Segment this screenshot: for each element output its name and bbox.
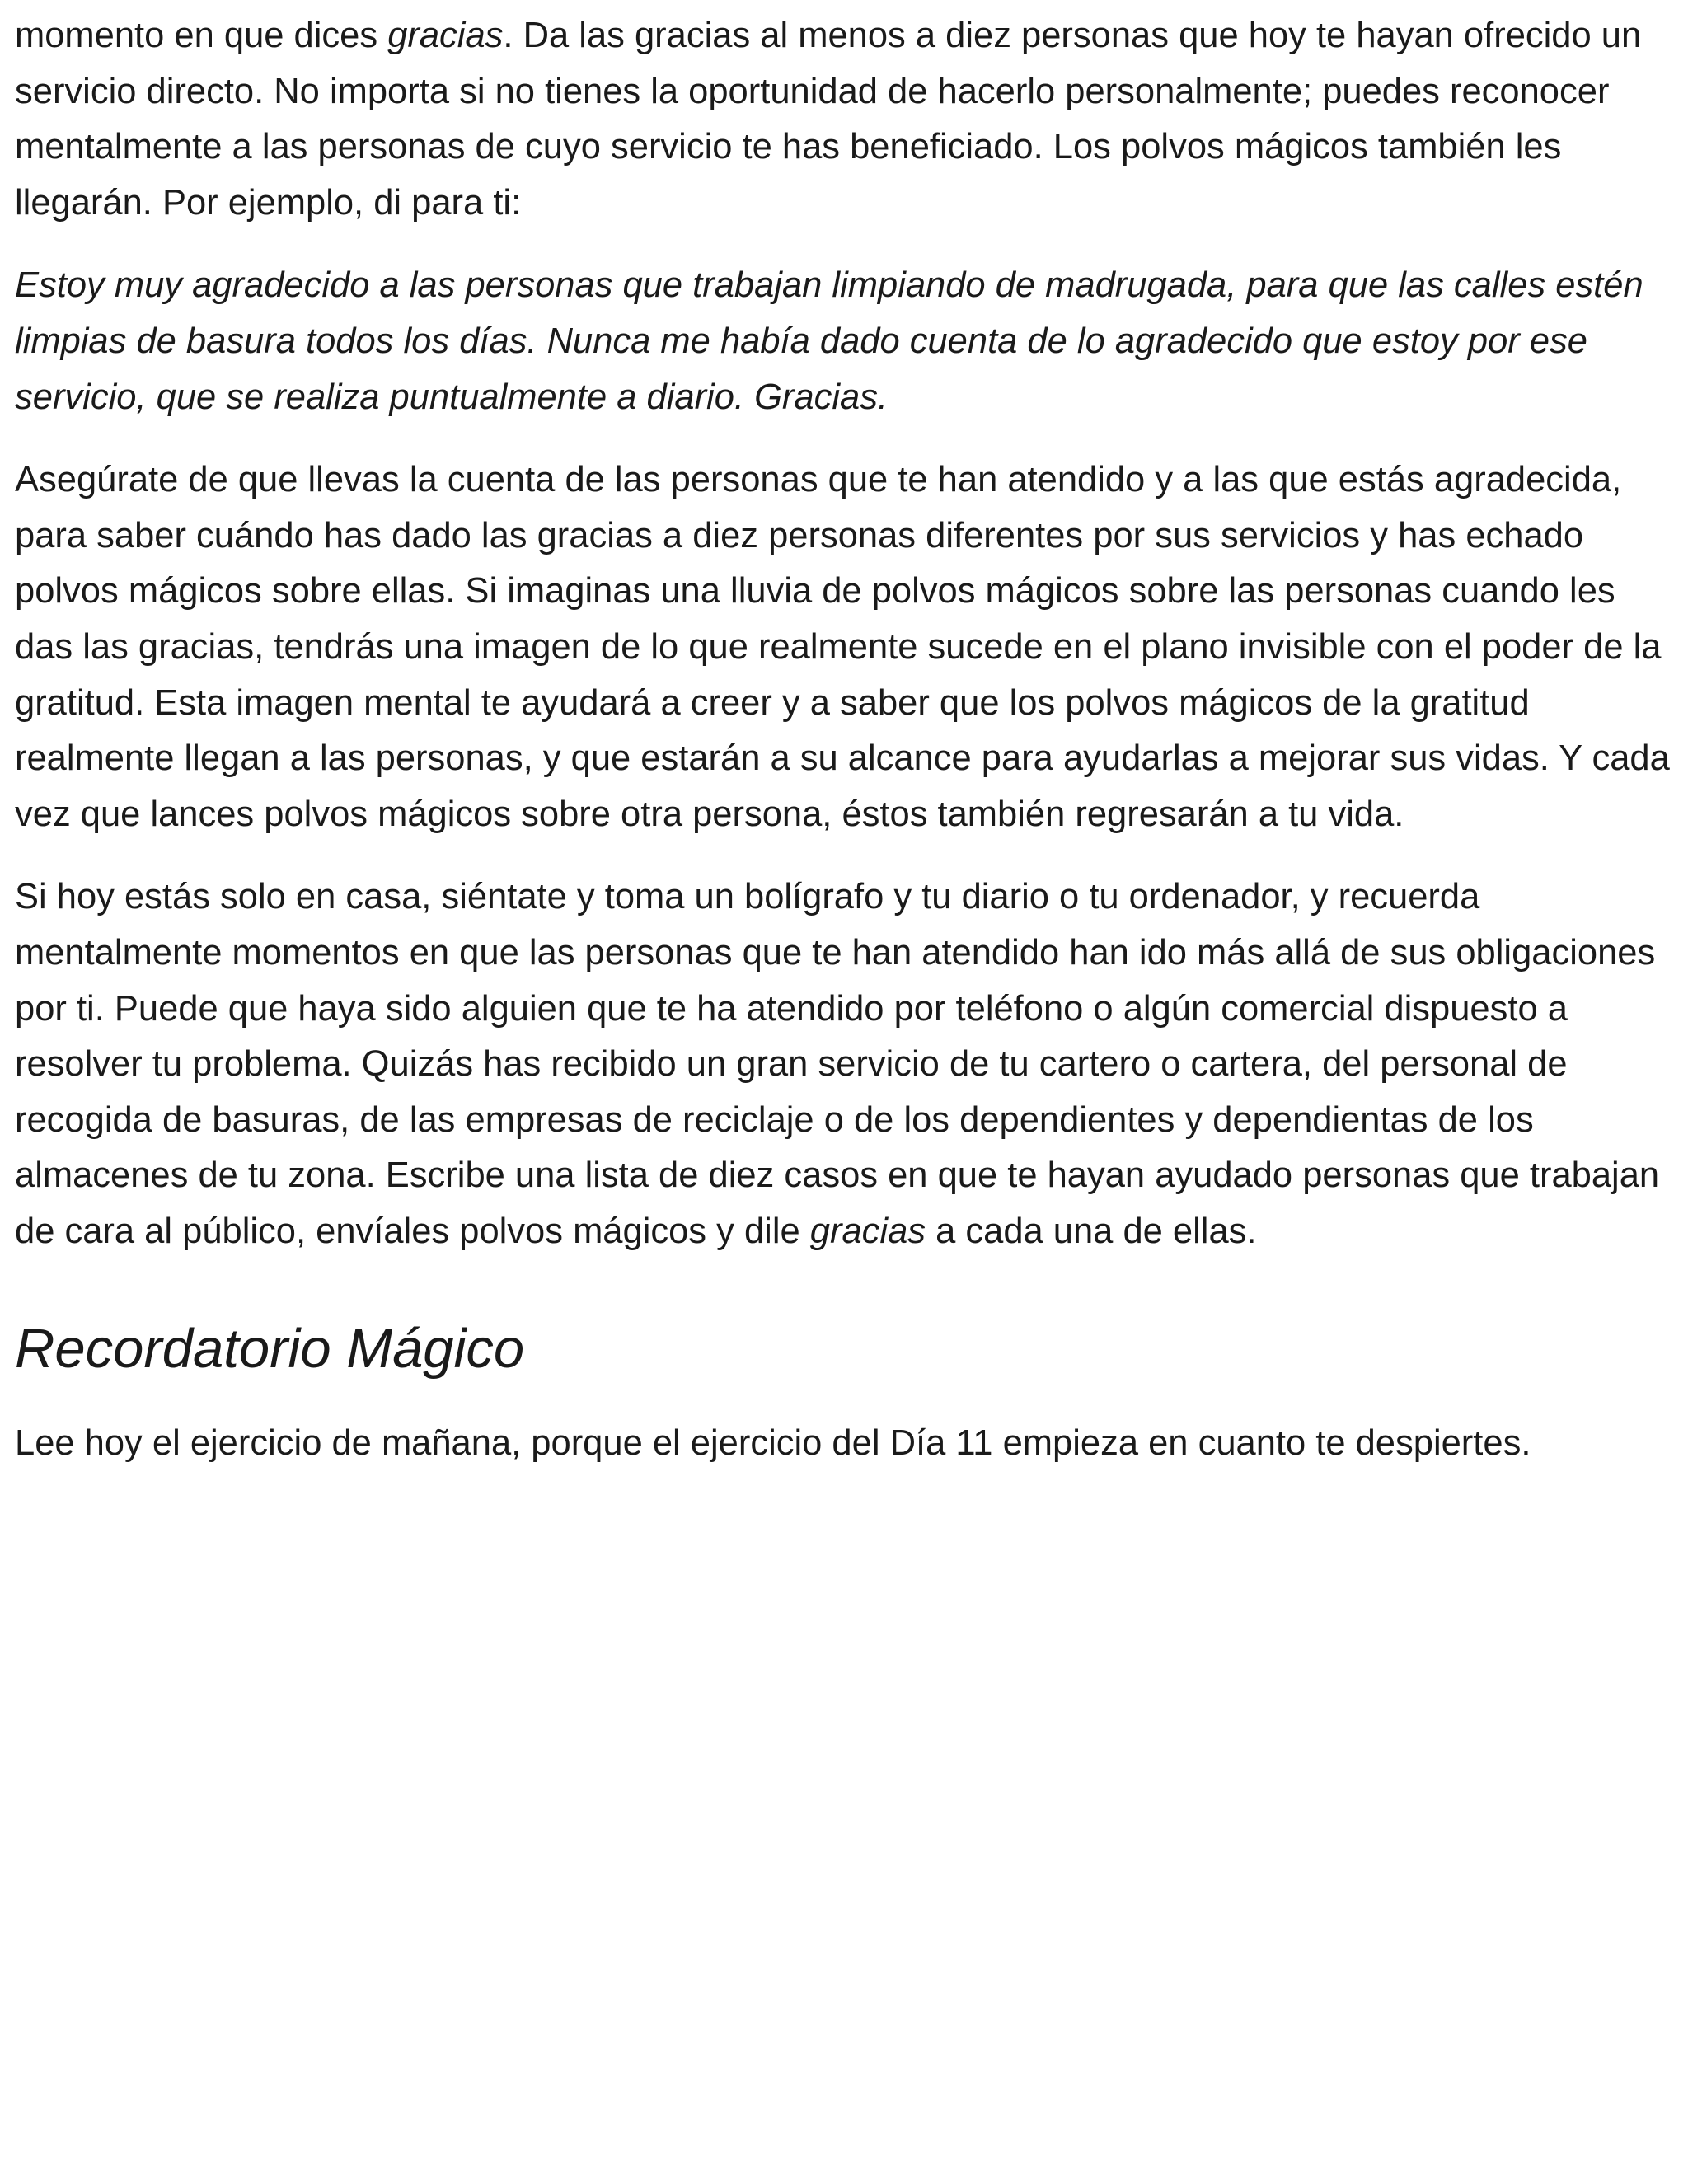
paragraph-example-quote: Estoy muy agradecido a las personas que trabajan limpiando de madrugada, para que las calles estén limpias de basura todos los días. Nunca me había dado cuenta de lo agradecido que estoy por ese servicio, que se realiza puntualmente a diario. Gracias. xyxy=(15,265,1643,417)
paragraph-text: momento en que dices xyxy=(15,16,388,55)
paragraph-gracias-intro xyxy=(15,8,1680,231)
paragraph-text: a cada una de ellas. xyxy=(926,1211,1257,1251)
emphasis-gracias: gracias xyxy=(387,16,504,55)
emphasis-gracias: gracias xyxy=(809,1211,926,1251)
paragraph-reminder: Lee hoy el ejercicio de mañana, porque el ejercicio del Día 11 empieza en cuanto te despiertes. xyxy=(15,1423,1531,1464)
paragraph-home-exercise xyxy=(15,869,1680,1259)
page-content xyxy=(15,8,1680,1499)
paragraph-text: Si hoy estás solo en casa, siéntate y toma un bolígrafo y tu diario o tu ordenador, y recuerda mentalmente momentos en que las personas que te han atendido han ido más allá de sus obligaciones por ti. Puede que haya sido alguien que te ha atendido por teléfono o algún comercial dispuesto a resolver tu problema. Quizás has recibido un gran servicio de tu cartero o cartera, del personal de recogida de basuras, de las empresas de reciclaje o de los dependientes y dependientas de los almacenes de tu zona. Escribe una lista de diez casos en que te hayan ayudado personas que trabajan de cara al público, envíales polvos mágicos y dile xyxy=(15,877,1660,1251)
paragraph-text: . Da las gracias al menos a diez personas que hoy te hayan ofrecido un servicio directo. No importa si no tienes la oportunidad de hacerlo personalmente; puedes reconocer mentalmente a las personas de cuyo servicio te has beneficiado. Los polvos mágicos también les llegarán. Por ejemplo, di para ti: xyxy=(15,16,1642,223)
paragraph-magic-dust: Asegúrate de que llevas la cuenta de las personas que te han atendido y a las que estás agradecida, para saber cuándo has dado las gracias a diez personas diferentes por sus servicios y has echado polvos mágicos sobre ellas. Si imaginas una lluvia de polvos mágicos sobre las personas cuando les das las gracias, tendrás una imagen de lo que realmente sucede en el plano invisible con el poder de la gratitud. Esta imagen mental te ayudará a creer y a saber que los polvos mágicos de la gratitud realmente llegan a las personas, y que estarán a su alcance para ayudarlas a mejorar sus vidas. Y cada vez que lances polvos mágicos sobre otra persona, éstos también regresarán a tu vida. xyxy=(15,460,1670,834)
section-heading: Recordatorio Mágico xyxy=(15,1318,525,1380)
